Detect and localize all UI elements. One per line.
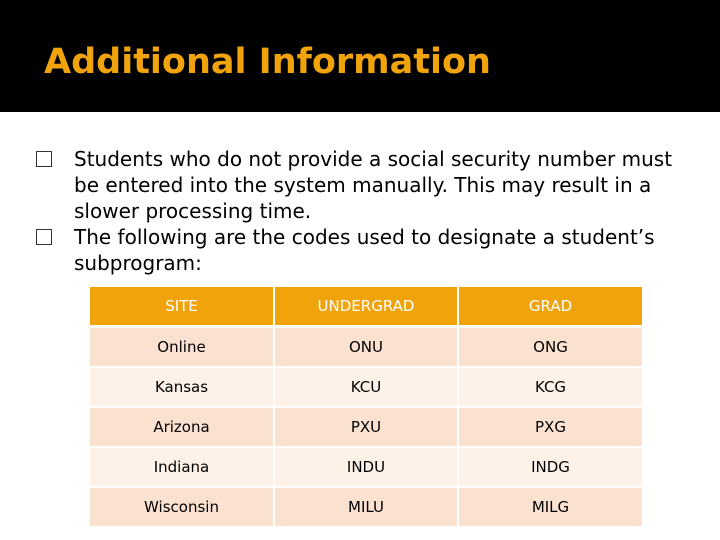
table-row: [90, 447, 642, 487]
table-row: [90, 407, 642, 447]
table-row: [90, 487, 642, 527]
table-header-row: [90, 287, 642, 327]
site-cell: Arizona: [90, 407, 274, 447]
column-header-grad: GRAD: [458, 287, 642, 327]
column-header-undergrad: UNDERGRAD: [274, 287, 458, 327]
square-bullet-icon: [36, 229, 52, 245]
grad-code-cell: KCG: [458, 367, 642, 407]
site-cell: Online: [90, 327, 274, 368]
undergrad-code-cell: INDU: [274, 447, 458, 487]
undergrad-code-cell: ONU: [274, 327, 458, 368]
undergrad-code-cell: PXU: [274, 407, 458, 447]
column-header-site: SITE: [90, 287, 274, 327]
bullet-item-ssn: [34, 146, 694, 224]
grad-code-cell: PXG: [458, 407, 642, 447]
site-cell: Kansas: [90, 367, 274, 407]
undergrad-code-cell: MILU: [274, 487, 458, 527]
undergrad-code-cell: KCU: [274, 367, 458, 407]
square-bullet-icon: [36, 151, 52, 167]
subprogram-codes-table: [90, 287, 642, 528]
bullet-text: The following are the codes used to designate a student’s subprogram:: [74, 225, 655, 275]
bullet-text: Students who do not provide a social security number must be entered into the system manually. This may result in a slower processing time.: [74, 147, 673, 223]
table-row: [90, 327, 642, 368]
site-cell: Wisconsin: [90, 487, 274, 527]
site-cell: Indiana: [90, 447, 274, 487]
grad-code-cell: MILG: [458, 487, 642, 527]
grad-code-cell: INDG: [458, 447, 642, 487]
slide-title: Additional Information: [44, 42, 491, 82]
bullet-item-codes: [34, 224, 694, 276]
grad-code-cell: ONG: [458, 327, 642, 368]
table-row: [90, 367, 642, 407]
bullet-list: [34, 146, 694, 276]
title-bar: [0, 0, 720, 112]
